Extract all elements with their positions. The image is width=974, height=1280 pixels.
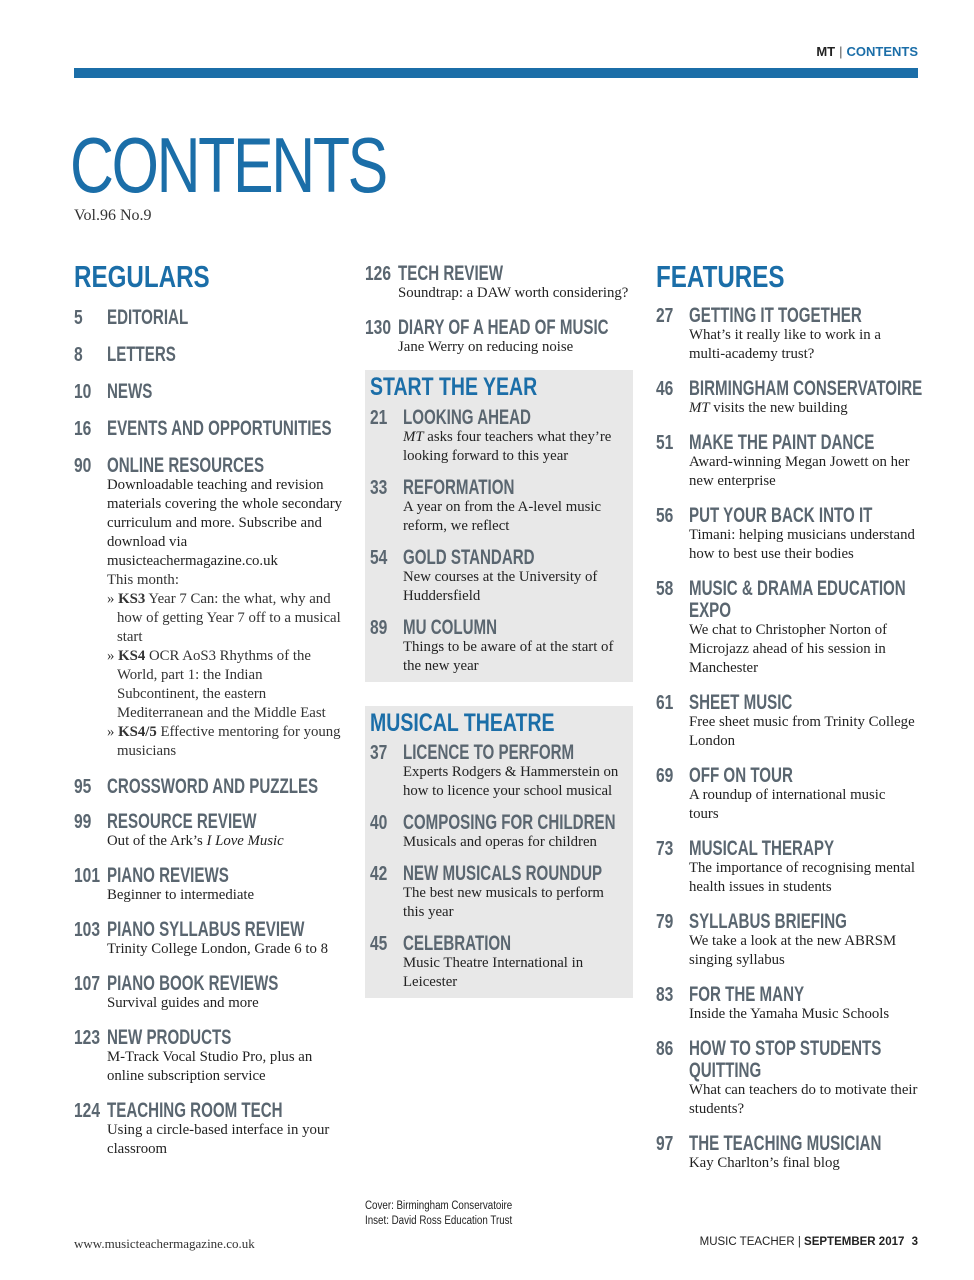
entry-description-text: A year on from the A-level music reform, we reflect — [403, 498, 602, 534]
entry-description-text: Beginner to intermediate — [107, 887, 255, 904]
contents-entry — [370, 862, 628, 922]
entry-description — [403, 568, 628, 606]
entry-title: MU COLUMN — [403, 615, 498, 639]
entry-title: LICENCE TO PERFORM — [403, 741, 575, 764]
entry-title: MUSIC & DRAMA EDUCATION — [689, 577, 906, 601]
contents-entry — [370, 932, 628, 992]
contents-entry — [74, 918, 344, 959]
bullet-text: Year 7 Can: the what, why and how of getting Year 7 off to a musical start — [117, 591, 341, 646]
entry-description-text: Using a circle-based interface in your classroom — [107, 1122, 330, 1158]
features-list — [656, 304, 923, 1173]
regulars-column — [74, 260, 344, 1172]
entry-description-italic: MT — [403, 428, 424, 445]
entry-description-text: New courses at the University of Huddersfield — [403, 568, 598, 604]
contents-entry — [656, 983, 918, 1024]
entry-description-text: Kay Charlton’s final blog — [689, 1155, 840, 1172]
contents-entry — [656, 1132, 918, 1173]
section-name: CONTENTS — [846, 44, 918, 59]
entry-description-text: Trinity College London, Grade 6 to 8 — [107, 941, 328, 958]
page-number: 90 — [74, 455, 92, 478]
entry-title: DIARY OF A HEAD OF MUSIC — [398, 316, 609, 339]
entry-title: CELEBRATION — [403, 932, 512, 955]
entry-description — [403, 884, 628, 922]
volume-number: Vol.96 No.9 — [74, 207, 152, 224]
entry-description — [403, 428, 628, 466]
page-number: 40 — [370, 812, 388, 834]
start-the-year-list — [370, 406, 628, 676]
contents-entry — [74, 864, 344, 905]
entry-title: NEWS — [107, 380, 153, 404]
regulars-list — [74, 306, 344, 571]
entry-description — [689, 621, 918, 678]
page-number: 51 — [656, 432, 674, 455]
musical-theatre-heading: MUSICAL THEATRE — [370, 708, 555, 737]
key-stage-label: KS4 — [118, 648, 146, 665]
page-number: 46 — [656, 378, 674, 401]
entry-title: SHEET MUSIC — [689, 691, 793, 715]
entry-title: RESOURCE REVIEW — [107, 810, 257, 834]
entry-description-text: The best new musicals to perform this year — [403, 885, 604, 920]
entry-description-text: Jane Werry on reducing noise — [398, 339, 574, 355]
entry-description — [689, 453, 918, 491]
contents-entry — [74, 1026, 344, 1086]
page-number: 99 — [74, 811, 92, 834]
start-the-year-box — [365, 370, 633, 682]
cover-credit-line: Cover: Birmingham Conservatoire — [365, 1200, 513, 1212]
entry-description-text: We take a look at the new ABRSM singing syllabus — [689, 933, 897, 969]
features-heading: FEATURES — [656, 259, 785, 294]
entry-description — [107, 832, 344, 851]
page-number: 21 — [370, 406, 388, 429]
contents-entry — [656, 504, 918, 564]
entry-title: LOOKING AHEAD — [403, 405, 531, 429]
musical-theatre-box — [365, 706, 633, 999]
page-number: 69 — [656, 765, 674, 788]
entry-title-line-2: EXPO — [689, 599, 732, 623]
page-number: 10 — [74, 381, 92, 404]
bullet-text: OCR AoS3 Rhythms of the World, part 1: the Indian Subcontinent, the eastern Mediterranean and the Middle East — [117, 648, 326, 722]
entry-description-text: What can teachers do to motivate their students? — [689, 1082, 918, 1118]
bullet-text: Effective mentoring for young musicians — [117, 724, 341, 760]
inset-credit-line: Inset: David Ross Education Trust — [365, 1215, 513, 1227]
contents-entry — [74, 380, 344, 402]
contents-entry — [656, 304, 918, 364]
page-number: 8 — [74, 344, 83, 367]
contents-entry — [656, 691, 918, 751]
entry-description-text: Downloadable teaching and revision materials covering the whole secondary curriculum and more. Subscribe and download via musicteachermagazine.co.uk — [107, 477, 343, 570]
page-number: 101 — [74, 865, 101, 888]
this-month-item — [107, 590, 344, 647]
entry-description-text: asks four teachers what they’re looking forward to this year — [403, 428, 612, 464]
page-number: 16 — [74, 418, 92, 441]
entry-description — [107, 940, 344, 959]
entry-description — [689, 786, 918, 824]
entry-title: EVENTS AND OPPORTUNITIES — [107, 417, 332, 441]
entry-description-text: The importance of recognising mental health issues in students — [689, 860, 915, 896]
entry-description-text: Things to be aware of at the start of the new year — [403, 638, 614, 674]
entry-title: HOW TO STOP STUDENTS — [689, 1037, 882, 1061]
entry-description — [689, 1005, 918, 1024]
magazine-initials: MT — [816, 44, 836, 59]
regulars-list-2 — [74, 775, 344, 1159]
entry-description — [403, 954, 628, 992]
page-number: 58 — [656, 578, 674, 601]
entry-description — [689, 1154, 918, 1173]
entry-description-text: Timani: helping musicians understand how to best use their bodies — [689, 527, 915, 563]
footer-folio — [700, 1236, 918, 1248]
page-number: 45 — [370, 933, 388, 955]
page-number: 130 — [365, 317, 392, 339]
this-month-label: This month: — [107, 572, 179, 589]
entry-title: MAKE THE PAINT DANCE — [689, 431, 875, 455]
entry-title: PIANO BOOK REVIEWS — [107, 972, 279, 996]
entry-description-text: Music Theatre International in Leicester — [403, 955, 584, 990]
musical-theatre-list — [370, 741, 628, 992]
top-rule — [74, 68, 918, 78]
contents-entry — [365, 262, 633, 303]
bullet-marker: » — [107, 724, 115, 741]
entry-description-text: What’s it really like to work in a multi-academy trust? — [689, 327, 881, 363]
section-tag — [816, 44, 918, 59]
page-number: 42 — [370, 863, 388, 885]
key-stage-label: KS3 — [118, 591, 146, 608]
header-separator: | — [839, 44, 843, 59]
page-number: 5 — [74, 307, 83, 330]
page-number: 56 — [656, 505, 674, 528]
entry-description — [107, 886, 344, 905]
page-number: 86 — [656, 1038, 674, 1061]
entry-description — [689, 859, 918, 897]
contents-entry — [74, 775, 344, 797]
entry-description — [403, 833, 628, 852]
entry-title: PIANO REVIEWS — [107, 864, 229, 888]
entry-description — [689, 932, 918, 970]
entry-description-italic: MT — [689, 400, 710, 417]
page-title: CONTENTS — [70, 121, 386, 209]
contents-entry — [656, 837, 918, 897]
footer-issue: SEPTEMBER 2017 — [804, 1236, 905, 1248]
page-number: 61 — [656, 692, 674, 715]
this-month-item — [107, 723, 344, 761]
entry-title: GOLD STANDARD — [403, 545, 535, 569]
page-number: 123 — [74, 1027, 101, 1050]
entry-description — [689, 1081, 918, 1119]
entry-title: OFF ON TOUR — [689, 764, 793, 788]
contents-entry — [370, 741, 628, 801]
entry-description — [107, 1048, 344, 1086]
contents-entry — [74, 810, 344, 851]
entry-description — [689, 399, 918, 418]
entry-title: GETTING IT TOGETHER — [689, 304, 862, 328]
contents-entry — [74, 306, 344, 328]
page-number: 33 — [370, 476, 388, 499]
entry-description-text: Experts Rodgers & Hammerstein on how to licence your school musical — [403, 764, 619, 799]
entry-title: PUT YOUR BACK INTO IT — [689, 504, 873, 528]
contents-entry — [74, 972, 344, 1013]
middle-list — [365, 262, 633, 357]
footer-page-number: 3 — [911, 1236, 918, 1248]
entry-title: TECH REVIEW — [398, 262, 504, 285]
entry-title: THE TEACHING MUSICIAN — [689, 1132, 882, 1156]
entry-description — [403, 498, 628, 536]
page-number: 37 — [370, 742, 388, 764]
entry-title: EDITORIAL — [107, 306, 189, 330]
entry-title: COMPOSING FOR CHILDREN — [403, 811, 616, 834]
entry-description — [107, 476, 344, 571]
contents-entry — [656, 1037, 918, 1119]
entry-description — [689, 326, 918, 364]
contents-entry — [74, 1099, 344, 1159]
entry-title: NEW PRODUCTS — [107, 1026, 232, 1050]
page-number: 89 — [370, 616, 388, 639]
entry-description — [107, 1121, 344, 1159]
entry-title: PIANO SYLLABUS REVIEW — [107, 918, 305, 942]
contents-entry — [656, 577, 918, 678]
footer-separator: | — [797, 1236, 801, 1248]
start-the-year-heading: START THE YEAR — [370, 373, 538, 401]
contents-entry — [74, 343, 344, 365]
footer-url: www.musicteachermagazine.co.uk — [74, 1236, 255, 1251]
entry-title: BIRMINGHAM CONSERVATOIRE — [689, 377, 923, 401]
contents-entry — [370, 616, 628, 676]
entry-description-italic: I Love Music — [206, 833, 284, 850]
entry-description — [398, 338, 633, 357]
entry-title: ONLINE RESOURCES — [107, 454, 265, 478]
entry-description-text: Award-winning Megan Jowett on her new enterprise — [689, 454, 910, 490]
entry-description-text: Survival guides and more — [107, 995, 259, 1012]
entry-title: LETTERS — [107, 343, 176, 367]
entry-description — [398, 284, 633, 303]
page-number: 126 — [365, 263, 392, 285]
entry-description-text: Out of the Ark’s — [107, 833, 207, 850]
contents-entry — [656, 377, 923, 418]
this-month-item — [107, 647, 344, 723]
this-month-list — [74, 590, 344, 761]
middle-column — [365, 262, 633, 998]
entry-description — [403, 638, 628, 676]
entry-description-text: Soundtrap: a DAW worth considering? — [398, 285, 629, 301]
entry-title: MUSICAL THERAPY — [689, 837, 835, 861]
entry-description-text: A roundup of international music tours — [689, 787, 886, 823]
regulars-heading: REGULARS — [74, 259, 210, 294]
bullet-marker: » — [107, 648, 115, 665]
page-number: 95 — [74, 776, 92, 799]
key-stage-label: KS4/5 — [118, 724, 157, 741]
contents-entry — [74, 417, 344, 439]
contents-entry — [656, 764, 918, 824]
features-column — [656, 259, 923, 1186]
entry-title-line-2: QUITTING — [689, 1059, 762, 1083]
contents-entry — [370, 811, 628, 852]
page-number: 79 — [656, 911, 674, 934]
page-number: 54 — [370, 546, 388, 569]
contents-entry — [370, 406, 628, 466]
entry-title: NEW MUSICALS ROUNDUP — [403, 862, 603, 885]
bullet-marker: » — [107, 591, 115, 608]
entry-description-text: We chat to Christopher Norton of Microjazz ahead of his session in Manchester — [689, 622, 888, 677]
entry-title: TEACHING ROOM TECH — [107, 1099, 283, 1123]
entry-description — [403, 763, 628, 801]
contents-entry — [365, 316, 633, 357]
footer-magazine: MUSIC TEACHER — [699, 1236, 795, 1248]
page-number: 107 — [74, 973, 101, 996]
entry-title: SYLLABUS BRIEFING — [689, 910, 847, 934]
contents-entry — [370, 476, 628, 536]
page-number: 97 — [656, 1133, 674, 1156]
page-number: 73 — [656, 838, 674, 861]
page-number: 103 — [74, 919, 101, 942]
contents-entry — [656, 431, 918, 491]
entry-description — [107, 994, 344, 1013]
entry-title: FOR THE MANY — [689, 983, 805, 1007]
entry-description-text: Free sheet music from Trinity College London — [689, 714, 915, 750]
entry-description — [689, 713, 918, 751]
contents-entry — [656, 910, 918, 970]
entry-description-text: M-Track Vocal Studio Pro, plus an online subscription service — [107, 1049, 313, 1085]
entry-title: CROSSWORD AND PUZZLES — [107, 775, 319, 799]
entry-description — [689, 526, 918, 564]
page-number: 27 — [656, 305, 674, 328]
entry-description-text: visits the new building — [709, 400, 848, 417]
contents-entry — [74, 454, 344, 571]
entry-description-text: Inside the Yamaha Music Schools — [689, 1006, 890, 1023]
entry-title: REFORMATION — [403, 475, 515, 499]
page-number: 124 — [74, 1100, 101, 1123]
contents-entry — [370, 546, 628, 606]
page-number: 83 — [656, 984, 674, 1007]
cover-credit — [365, 1199, 512, 1229]
entry-description-text: Musicals and operas for children — [403, 834, 597, 850]
